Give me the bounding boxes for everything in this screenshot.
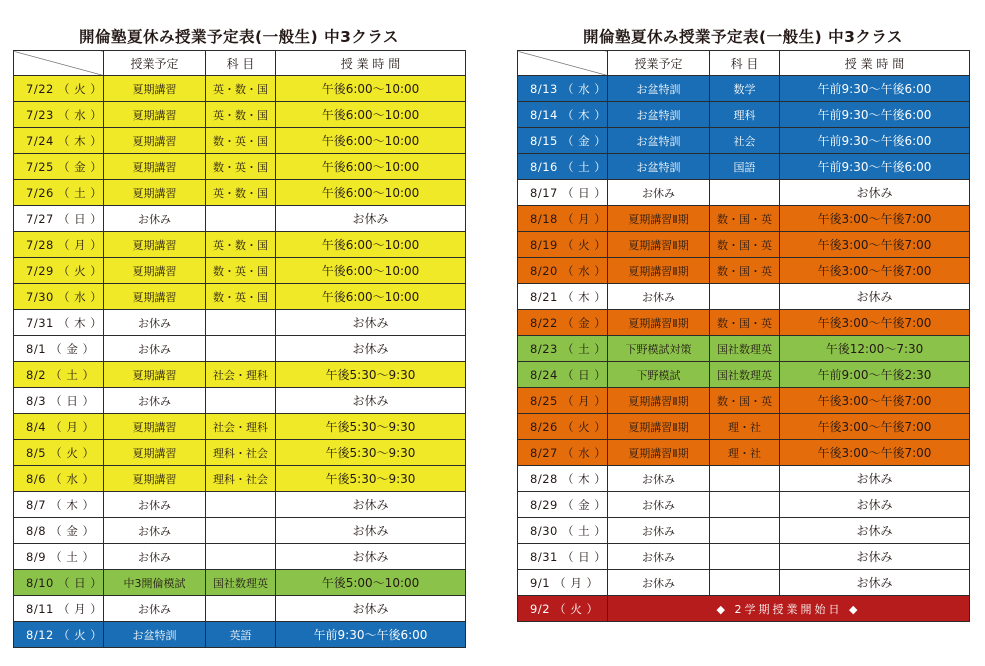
plan-cell: お休み [608, 466, 710, 492]
time-cell: お休み [276, 492, 466, 518]
date-cell: 8/6 （ 水 ） [14, 466, 104, 492]
subject-cell: 数・英・国 [206, 128, 276, 154]
time-cell: お休み [780, 492, 970, 518]
table-row [518, 570, 970, 596]
subject-cell: 英・数・国 [206, 180, 276, 206]
table-row [518, 154, 970, 180]
table-row [518, 362, 970, 388]
subject-cell: 数・英・国 [206, 154, 276, 180]
date-cell: 8/15 （ 金 ） [518, 128, 608, 154]
date-cell: 7/29 （ 火 ） [14, 258, 104, 284]
date-cell: 8/2 （ 土 ） [14, 362, 104, 388]
page-title: 開倫塾夏休み授業予定表(一般生) 中3クラス [583, 28, 903, 46]
time-cell: 午後6:00〜10:00 [276, 232, 466, 258]
time-cell: お休み [780, 284, 970, 310]
date-cell: 8/14 （ 木 ） [518, 102, 608, 128]
time-cell: お休み [780, 466, 970, 492]
date-cell: 7/30 （ 水 ） [14, 284, 104, 310]
date-cell: 8/3 （ 日 ） [14, 388, 104, 414]
table-row [518, 466, 970, 492]
subject-cell: 英・数・国 [206, 76, 276, 102]
time-cell: 午後3:00〜午後7:00 [780, 388, 970, 414]
time-cell: 午後12:00〜7:30 [780, 336, 970, 362]
plan-cell: 夏期講習Ⅱ期 [608, 388, 710, 414]
plan-cell: お休み [608, 518, 710, 544]
table-header-row [518, 51, 970, 76]
time-cell: 午後6:00〜10:00 [276, 180, 466, 206]
date-cell: 8/8 （ 金 ） [14, 518, 104, 544]
table-header-row [14, 51, 466, 76]
header-diagonal-cell [518, 51, 608, 76]
schedule-rows [14, 76, 466, 648]
table-row [14, 128, 466, 154]
date-cell: 8/10 （ 日 ） [14, 570, 104, 596]
plan-cell: お休み [104, 596, 206, 622]
date-cell: 8/9 （ 土 ） [14, 544, 104, 570]
header-plan: 授業予定 [104, 51, 206, 76]
table-row [14, 258, 466, 284]
time-cell: 午後6:00〜10:00 [276, 284, 466, 310]
plan-cell: 夏期講習 [104, 102, 206, 128]
date-cell: 8/22 （ 金 ） [518, 310, 608, 336]
plan-cell: 下野模試対策 [608, 336, 710, 362]
plan-cell: 夏期講習 [104, 154, 206, 180]
plan-cell: 夏期講習Ⅱ期 [608, 258, 710, 284]
plan-cell: 下野模試 [608, 362, 710, 388]
time-cell: お休み [276, 206, 466, 232]
header-subject: 科 目 [206, 51, 276, 76]
subject-cell: 数学 [710, 76, 780, 102]
date-cell: 8/28 （ 木 ） [518, 466, 608, 492]
page-title: 開倫塾夏休み授業予定表(一般生) 中3クラス [79, 28, 399, 46]
date-cell: 8/5 （ 火 ） [14, 440, 104, 466]
time-cell: 午後5:00〜10:00 [276, 570, 466, 596]
table-row [14, 362, 466, 388]
table-row [518, 336, 970, 362]
subject-cell: 理科 [710, 102, 780, 128]
subject-cell [206, 518, 276, 544]
plan-cell: お休み [104, 492, 206, 518]
time-cell: 午後3:00〜午後7:00 [780, 232, 970, 258]
plan-cell: 夏期講習 [104, 284, 206, 310]
plan-cell: 夏期講習Ⅱ期 [608, 414, 710, 440]
subject-cell: 英・数・国 [206, 102, 276, 128]
plan-cell: お休み [104, 518, 206, 544]
subject-cell [206, 206, 276, 232]
plan-cell: お盆特訓 [608, 154, 710, 180]
plan-cell: お盆特訓 [104, 622, 206, 648]
subject-cell [710, 518, 780, 544]
plan-cell: お休み [608, 544, 710, 570]
time-cell: お休み [276, 388, 466, 414]
time-cell: 午後6:00〜10:00 [276, 76, 466, 102]
plan-cell: お休み [104, 206, 206, 232]
plan-cell: お休み [608, 180, 710, 206]
subject-cell: 社会 [710, 128, 780, 154]
subject-cell: 数・国・英 [710, 232, 780, 258]
time-cell: 午後5:30〜9:30 [276, 414, 466, 440]
time-cell: 午後5:30〜9:30 [276, 362, 466, 388]
subject-cell [710, 544, 780, 570]
time-cell: お休み [780, 544, 970, 570]
subject-cell [710, 284, 780, 310]
subject-cell: 英・数・国 [206, 232, 276, 258]
time-cell: 午後6:00〜10:00 [276, 128, 466, 154]
subject-cell [710, 492, 780, 518]
subject-cell: 数・英・国 [206, 258, 276, 284]
plan-cell: お休み [104, 544, 206, 570]
time-cell: 午後3:00〜午後7:00 [780, 258, 970, 284]
plan-cell: 夏期講習Ⅱ期 [608, 310, 710, 336]
time-cell: 午後6:00〜10:00 [276, 154, 466, 180]
plan-cell: 夏期講習 [104, 180, 206, 206]
header-time: 授 業 時 間 [276, 51, 466, 76]
table-row [518, 310, 970, 336]
date-cell: 8/12 （ 火 ） [14, 622, 104, 648]
subject-cell: 社会・理科 [206, 362, 276, 388]
plan-cell: 夏期講習 [104, 232, 206, 258]
subject-cell: 理科・社会 [206, 466, 276, 492]
date-cell: 9/1 （ 月 ） [518, 570, 608, 596]
subject-cell [206, 310, 276, 336]
date-cell: 7/23 （ 水 ） [14, 102, 104, 128]
date-cell: 7/28 （ 月 ） [14, 232, 104, 258]
time-cell: お休み [780, 180, 970, 206]
time-cell: 午前9:30〜午後6:00 [780, 102, 970, 128]
subject-cell: 理・社 [710, 414, 780, 440]
schedule-panel-right [517, 24, 969, 622]
plan-cell: 夏期講習Ⅱ期 [608, 440, 710, 466]
header-subject: 科 目 [710, 51, 780, 76]
time-cell: 午前9:30〜午後6:00 [780, 128, 970, 154]
date-cell: 7/22 （ 火 ） [14, 76, 104, 102]
schedule-table [13, 50, 466, 648]
plan-cell: お盆特訓 [608, 128, 710, 154]
table-row [518, 180, 970, 206]
table-row [14, 544, 466, 570]
table-row [518, 232, 970, 258]
plan-cell: 夏期講習 [104, 466, 206, 492]
plan-cell: 中3開倫模試 [104, 570, 206, 596]
subject-cell: 社会・理科 [206, 414, 276, 440]
date-cell: 8/11 （ 月 ） [14, 596, 104, 622]
time-cell: 午前9:00〜午後2:30 [780, 362, 970, 388]
table-row [14, 232, 466, 258]
plan-cell: 夏期講習 [104, 258, 206, 284]
plan-cell: お休み [104, 336, 206, 362]
subject-cell: 国語 [710, 154, 780, 180]
table-row [14, 388, 466, 414]
plan-cell: お休み [608, 492, 710, 518]
table-row [518, 518, 970, 544]
plan-cell: 夏期講習 [104, 76, 206, 102]
date-cell: 7/25 （ 金 ） [14, 154, 104, 180]
table-row [14, 414, 466, 440]
time-cell: お休み [276, 596, 466, 622]
subject-cell: 理科・社会 [206, 440, 276, 466]
schedule-panel-left [13, 24, 465, 648]
table-row [518, 284, 970, 310]
table-row [14, 310, 466, 336]
time-cell: お休み [276, 544, 466, 570]
time-cell: 午後3:00〜午後7:00 [780, 414, 970, 440]
time-cell: 午後6:00〜10:00 [276, 102, 466, 128]
time-cell: 午後5:30〜9:30 [276, 466, 466, 492]
date-cell: 8/18 （ 月 ） [518, 206, 608, 232]
plan-cell: お盆特訓 [608, 76, 710, 102]
subject-cell: 数・国・英 [710, 388, 780, 414]
subject-cell: 英語 [206, 622, 276, 648]
date-cell: 8/29 （ 金 ） [518, 492, 608, 518]
table-row [14, 596, 466, 622]
plan-cell: お休み [104, 310, 206, 336]
table-row [518, 544, 970, 570]
table-row [518, 388, 970, 414]
subject-cell: 国社数理英 [206, 570, 276, 596]
table-row [14, 492, 466, 518]
date-cell: 8/17 （ 日 ） [518, 180, 608, 206]
table-row [14, 284, 466, 310]
plan-cell: お休み [104, 388, 206, 414]
time-cell: 午後5:30〜9:30 [276, 440, 466, 466]
subject-cell [206, 388, 276, 414]
plan-cell: 夏期講習Ⅱ期 [608, 232, 710, 258]
date-cell: 7/27 （ 日 ） [14, 206, 104, 232]
table-row [518, 76, 970, 102]
plan-cell: 夏期講習 [104, 414, 206, 440]
date-cell: 8/20 （ 水 ） [518, 258, 608, 284]
date-cell: 8/26 （ 火 ） [518, 414, 608, 440]
subject-cell: 数・国・英 [710, 258, 780, 284]
subject-cell: 数・国・英 [710, 310, 780, 336]
table-row [14, 466, 466, 492]
date-cell: 8/4 （ 月 ） [14, 414, 104, 440]
time-cell: 午後3:00〜午後7:00 [780, 310, 970, 336]
table-row [14, 206, 466, 232]
date-cell: 8/27 （ 水 ） [518, 440, 608, 466]
table-row [518, 102, 970, 128]
date-cell: 8/19 （ 火 ） [518, 232, 608, 258]
time-cell: 午前9:30〜午後6:00 [276, 622, 466, 648]
time-cell: 午前9:30〜午後6:00 [780, 76, 970, 102]
plan-cell: 夏期講習 [104, 440, 206, 466]
subject-cell: 数・国・英 [710, 206, 780, 232]
subject-cell: 国社数理英 [710, 362, 780, 388]
table-row [14, 76, 466, 102]
time-cell: 午前9:30〜午後6:00 [780, 154, 970, 180]
plan-cell: 夏期講習 [104, 128, 206, 154]
time-cell: お休み [276, 310, 466, 336]
date-cell: 8/1 （ 金 ） [14, 336, 104, 362]
header-diagonal-cell [14, 51, 104, 76]
plan-cell: お盆特訓 [608, 102, 710, 128]
subject-cell [206, 492, 276, 518]
subject-cell [710, 466, 780, 492]
subject-cell: 数・英・国 [206, 284, 276, 310]
time-cell: お休み [780, 570, 970, 596]
table-row [14, 180, 466, 206]
date-cell: 8/31 （ 日 ） [518, 544, 608, 570]
date-cell: 8/23 （ 土 ） [518, 336, 608, 362]
table-row [14, 154, 466, 180]
table-row [14, 440, 466, 466]
notice-cell: ◆ 2学期授業開始日 ◆ [608, 596, 970, 622]
subject-cell [206, 596, 276, 622]
date-cell: 7/31 （ 木 ） [14, 310, 104, 336]
table-row [518, 206, 970, 232]
time-cell: 午後3:00〜午後7:00 [780, 440, 970, 466]
date-cell: 8/21 （ 木 ） [518, 284, 608, 310]
table-row [14, 336, 466, 362]
table-row [518, 596, 970, 622]
time-cell: お休み [780, 518, 970, 544]
table-row [518, 440, 970, 466]
date-cell: 8/16 （ 土 ） [518, 154, 608, 180]
subject-cell [710, 570, 780, 596]
subject-cell [710, 180, 780, 206]
subject-cell: 理・社 [710, 440, 780, 466]
plan-cell: 夏期講習Ⅱ期 [608, 206, 710, 232]
schedule-rows [518, 76, 970, 622]
date-cell: 7/24 （ 木 ） [14, 128, 104, 154]
subject-cell [206, 336, 276, 362]
table-row [518, 128, 970, 154]
table-row [14, 102, 466, 128]
table-row [518, 258, 970, 284]
table-row [518, 492, 970, 518]
time-cell: お休み [276, 518, 466, 544]
date-cell: 8/30 （ 土 ） [518, 518, 608, 544]
table-row [518, 414, 970, 440]
header-plan: 授業予定 [608, 51, 710, 76]
time-cell: お休み [276, 336, 466, 362]
table-row [14, 622, 466, 648]
schedule-table [517, 50, 970, 622]
plan-cell: お休み [608, 570, 710, 596]
subject-cell: 国社数理英 [710, 336, 780, 362]
table-row [14, 518, 466, 544]
plan-cell: お休み [608, 284, 710, 310]
date-cell: 9/2 （ 火 ） [518, 596, 608, 622]
date-cell: 8/13 （ 水 ） [518, 76, 608, 102]
date-cell: 8/7 （ 木 ） [14, 492, 104, 518]
time-cell: 午後6:00〜10:00 [276, 258, 466, 284]
date-cell: 7/26 （ 土 ） [14, 180, 104, 206]
subject-cell [206, 544, 276, 570]
table-row [14, 570, 466, 596]
time-cell: 午後3:00〜午後7:00 [780, 206, 970, 232]
date-cell: 8/25 （ 月 ） [518, 388, 608, 414]
plan-cell: 夏期講習 [104, 362, 206, 388]
header-time: 授 業 時 間 [780, 51, 970, 76]
date-cell: 8/24 （ 日 ） [518, 362, 608, 388]
